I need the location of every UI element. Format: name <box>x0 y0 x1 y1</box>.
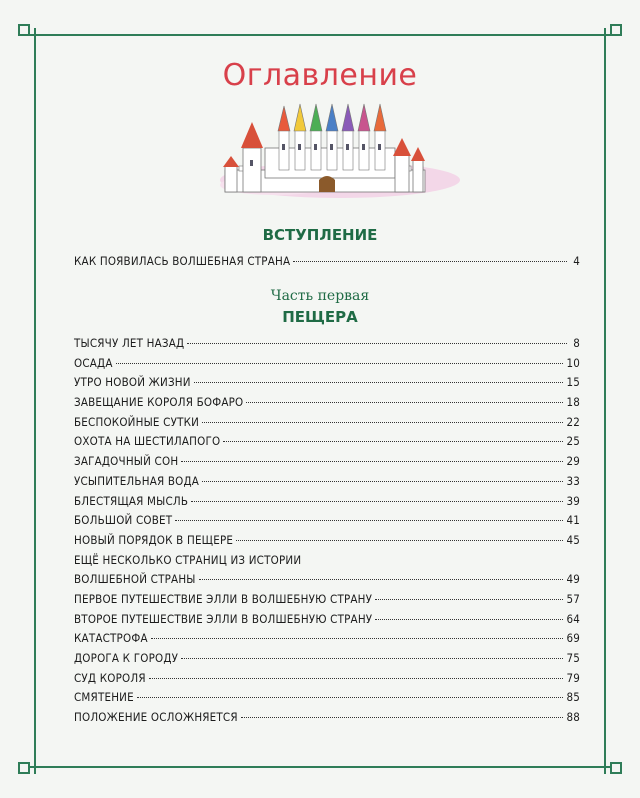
toc-entry-page: 64 <box>566 611 580 626</box>
frame-left-line <box>34 28 36 774</box>
frame-right-line <box>604 28 606 774</box>
toc-entry-title: СУД КОРОЛЯ <box>74 670 146 685</box>
toc-entry-title: НОВЫЙ ПОРЯДОК В ПЕЩЕРЕ <box>74 532 234 547</box>
toc-entry-title: ДОРОГА К ГОРОДУ <box>74 651 179 665</box>
toc-entry <box>74 690 580 710</box>
toc-entry-page: 75 <box>566 651 580 665</box>
castle-illustration <box>215 100 465 200</box>
toc-entry-title: ЕЩЁ НЕСКОЛЬКО СТРАНИЦ ИЗ ИСТОРИИ <box>74 552 302 567</box>
toc-entry <box>74 631 580 651</box>
toc-leader-dots <box>151 638 564 639</box>
toc-entry <box>74 553 580 573</box>
toc-entry <box>74 434 580 454</box>
toc-leader-dots <box>187 343 567 344</box>
toc-leader-dots <box>202 422 563 423</box>
toc-leader-dots <box>236 540 563 541</box>
toc-entry-title: ОСАДА <box>74 355 113 370</box>
toc-entry-page: 15 <box>566 375 580 390</box>
page-title: Оглавление <box>222 58 418 93</box>
toc-entry-page: 45 <box>566 532 580 547</box>
toc-entry-page: 29 <box>566 454 580 469</box>
toc-leader-dots <box>375 619 563 620</box>
toc-leader-dots <box>199 579 564 580</box>
toc-entry <box>74 494 580 514</box>
toc-leader-dots <box>149 678 564 679</box>
toc-entry <box>74 572 580 592</box>
toc-entry <box>74 592 580 612</box>
toc-entry-page: 85 <box>566 690 580 705</box>
toc-entry <box>74 254 580 274</box>
frame-corner-ornament <box>18 762 30 774</box>
toc-entry <box>74 375 580 395</box>
toc-entry-page: 25 <box>566 434 580 449</box>
toc-leader-dots <box>181 461 563 462</box>
toc-entry-title: БЕСПОКОЙНЫЕ СУТКИ <box>74 414 200 429</box>
section-title-intro: ВСТУПЛЕНИЕ <box>262 226 378 244</box>
toc-entry-title: УСЫПИТЕЛЬНАЯ ВОДА <box>74 473 200 488</box>
toc-entry <box>74 395 580 415</box>
toc-entry-page: 39 <box>566 493 580 508</box>
toc-leader-dots <box>191 501 563 502</box>
toc-entry-page: 10 <box>566 355 580 370</box>
toc-leader-dots <box>137 697 564 698</box>
toc-entry-title: БОЛЬШОЙ СОВЕТ <box>74 513 173 528</box>
toc-leader-dots <box>194 382 564 383</box>
toc-leader-dots <box>116 363 564 364</box>
toc-part1-list <box>74 336 580 730</box>
toc-entry <box>74 454 580 474</box>
toc-entry <box>74 474 580 494</box>
part-label: Часть первая <box>270 288 370 304</box>
toc-entry-title: КАК ПОЯВИЛАСЬ ВОЛШЕБНАЯ СТРАНА <box>74 254 291 268</box>
frame-corner-ornament <box>18 24 30 36</box>
toc-leader-dots <box>223 441 563 442</box>
toc-entry-title: ЗАВЕЩАНИЕ КОРОЛЯ БОФАРО <box>74 395 244 410</box>
toc-entry-title: ВОЛШЕБНОЙ СТРАНЫ <box>74 572 196 587</box>
toc-entry-title: ПОЛОЖЕНИЕ ОСЛОЖНЯЕТСЯ <box>74 710 238 725</box>
toc-entry-page: 4 <box>573 254 580 268</box>
toc-entry-title: КАТАСТРОФА <box>74 631 148 646</box>
toc-entry-title: ПЕРВОЕ ПУТЕШЕСТВИЕ ЭЛЛИ В ВОЛШЕБНУЮ СТРАНУ <box>74 591 373 606</box>
toc-entry <box>74 651 580 671</box>
toc-entry-title: ЗАГАДОЧНЫЙ СОН <box>74 454 179 469</box>
toc-entry-page: 41 <box>566 513 580 528</box>
toc-leader-dots <box>241 717 564 718</box>
toc-entry-page: 18 <box>566 395 580 410</box>
toc-entry-title: ОХОТА НА ШЕСТИЛАПОГО <box>74 434 221 449</box>
toc-entry <box>74 533 580 553</box>
toc-entry <box>74 612 580 632</box>
toc-leader-dots <box>175 520 563 521</box>
toc-leader-dots <box>246 402 563 403</box>
frame-top-line <box>28 34 612 36</box>
frame-corner-ornament <box>610 762 622 774</box>
toc-entry-page: 79 <box>566 670 580 685</box>
toc-entry-title: УТРО НОВОЙ ЖИЗНИ <box>74 375 191 390</box>
toc-entry-page: 88 <box>566 710 580 725</box>
toc-entry-title: ВТОРОЕ ПУТЕШЕСТВИЕ ЭЛЛИ В ВОЛШЕБНУЮ СТРАНУ <box>74 611 373 626</box>
toc-intro-list <box>74 254 580 274</box>
toc-entry-title: СМЯТЕНИЕ <box>74 690 134 705</box>
toc-leader-dots <box>375 599 563 600</box>
toc-entry-page: 49 <box>566 572 580 587</box>
toc-entry-page: 8 <box>573 336 580 350</box>
toc-leader-dots <box>181 658 563 659</box>
toc-entry-page: 57 <box>566 591 580 606</box>
toc-entry <box>74 336 580 356</box>
toc-entry <box>74 513 580 533</box>
toc-entry-title: БЛЕСТЯЩАЯ МЫСЛЬ <box>74 493 189 508</box>
frame-corner-ornament <box>610 24 622 36</box>
section-title-part1: ПЕЩЕРА <box>282 308 358 326</box>
toc-leader-dots <box>202 481 563 482</box>
toc-entry-page: 22 <box>566 414 580 429</box>
toc-entry <box>74 710 580 730</box>
toc-entry <box>74 671 580 691</box>
toc-entry <box>74 415 580 435</box>
frame-bottom-line <box>28 766 612 768</box>
toc-leader-dots <box>293 261 567 262</box>
toc-entry-page: 69 <box>566 631 580 646</box>
toc-entry <box>74 356 580 376</box>
toc-entry-title: ТЫСЯЧУ ЛЕТ НАЗАД <box>74 336 185 350</box>
toc-entry-page: 33 <box>566 473 580 488</box>
